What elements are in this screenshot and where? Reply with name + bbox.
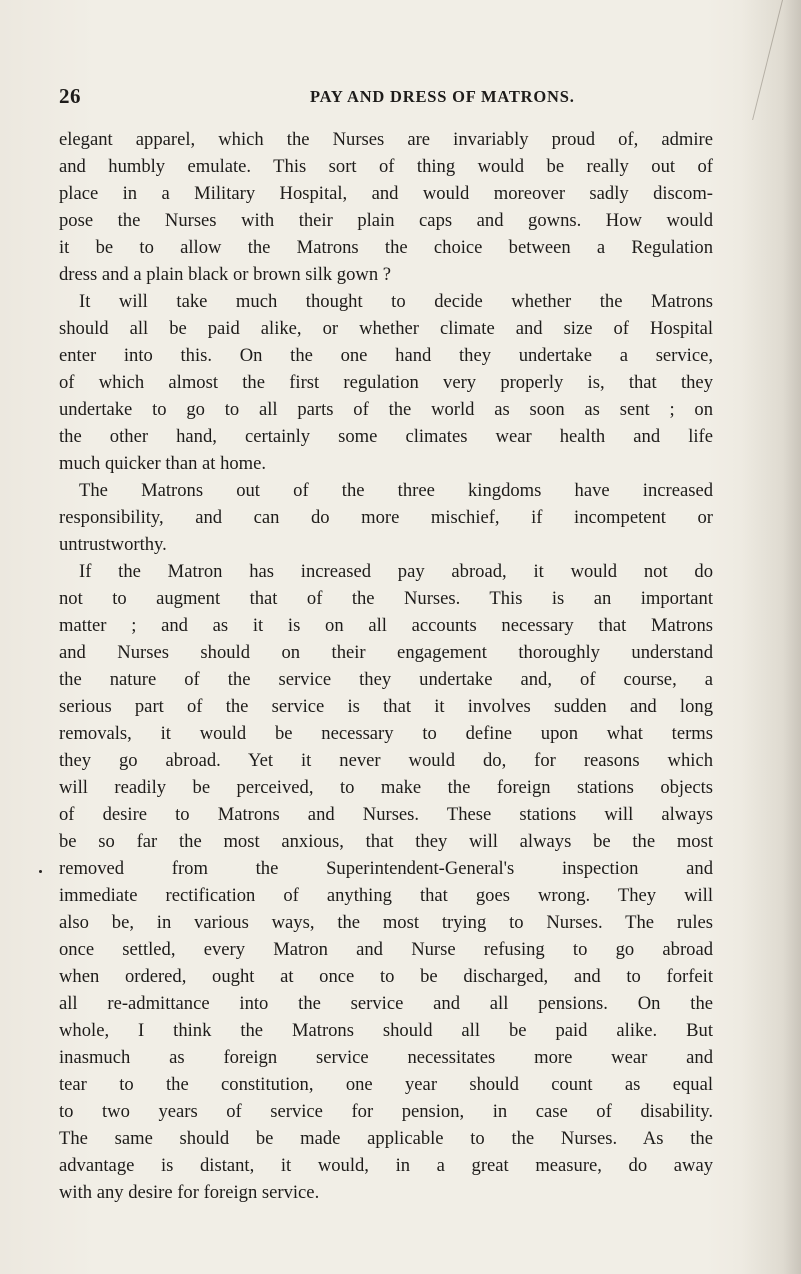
page-number: 26 (59, 84, 81, 108)
text-line: will readily be perceived, to make the foreign stations objects (59, 777, 713, 798)
text-line: It will take much thought to decide whether the Matrons (79, 291, 713, 312)
text-line: dress and a plain black or brown silk gown ? (59, 264, 392, 285)
text-line: serious part of the service is that it involves sudden and long (59, 696, 713, 717)
text-line: advantage is distant, it would, in a great measure, do away (59, 1155, 713, 1176)
text-line: whole, I think the Matrons should all be paid alike. But (59, 1020, 713, 1041)
text-line: undertake to go to all parts of the world as soon as sent ; on (59, 399, 713, 420)
text-line: immediate rectification of anything that goes wrong. They will (59, 885, 713, 906)
text-line: If the Matron has increased pay abroad, it would not do (79, 561, 713, 582)
text-line: pose the Nurses with their plain caps and gowns. How would (59, 210, 713, 231)
text-line: elegant apparel, which the Nurses are invariably proud of, admire (59, 129, 713, 150)
page-header (59, 84, 699, 108)
text-line: the other hand, certainly some climates wear health and life (59, 426, 713, 447)
text-line: inasmuch as foreign service necessitates more wear and (59, 1047, 713, 1068)
text-line: untrustworthy. (59, 534, 167, 555)
text-line: responsibility, and can do more mischief, if incompetent or (59, 507, 713, 528)
text-line: and Nurses should on their engagement thoroughly understand (59, 642, 713, 663)
text-line: be so far the most anxious, that they will always be the most (59, 831, 713, 852)
text-line: enter into this. On the one hand they undertake a service, (59, 345, 713, 366)
text-line: it be to allow the Matrons the choice between a Regulation (59, 237, 713, 258)
text-line: removed from the Superintendent-General's inspection and (59, 858, 713, 879)
text-line: once settled, every Matron and Nurse refusing to go abroad (59, 939, 713, 960)
text-line: The same should be made applicable to the Nurses. As the (59, 1128, 713, 1149)
text-line: matter ; and as it is on all accounts necessary that Matrons (59, 615, 713, 636)
text-line: of desire to Matrons and Nurses. These stations will always (59, 804, 713, 825)
text-line: also be, in various ways, the most trying to Nurses. The rules (59, 912, 713, 933)
text-line: they go abroad. Yet it never would do, for reasons which (59, 750, 713, 771)
text-line: all re-admittance into the service and all pensions. On the (59, 993, 713, 1014)
text-line: not to augment that of the Nurses. This is an important (59, 588, 713, 609)
text-line: tear to the constitution, one year should count as equal (59, 1074, 713, 1095)
text-line: place in a Military Hospital, and would moreover sadly discom- (59, 183, 713, 204)
margin-speck (39, 870, 42, 873)
text-line: the nature of the service they undertake and, of course, a (59, 669, 713, 690)
text-line: when ordered, ought at once to be discharged, and to forfeit (59, 966, 713, 987)
text-line: with any desire for foreign service. (59, 1182, 320, 1203)
text-line: should all be paid alike, or whether climate and size of Hospital (59, 318, 713, 339)
page-edge-shadow (741, 0, 801, 1274)
running-head: PAY AND DRESS OF MATRONS. (310, 87, 575, 106)
text-line: much quicker than at home. (59, 453, 267, 474)
body-text (59, 126, 713, 1206)
text-line: The Matrons out of the three kingdoms have increased (79, 480, 713, 501)
text-line: and humbly emulate. This sort of thing would be really out of (59, 156, 713, 177)
text-line: to two years of service for pension, in case of disability. (59, 1101, 713, 1122)
text-line: of which almost the first regulation very properly is, that they (59, 372, 713, 393)
text-line: removals, it would be necessary to define upon what terms (59, 723, 713, 744)
